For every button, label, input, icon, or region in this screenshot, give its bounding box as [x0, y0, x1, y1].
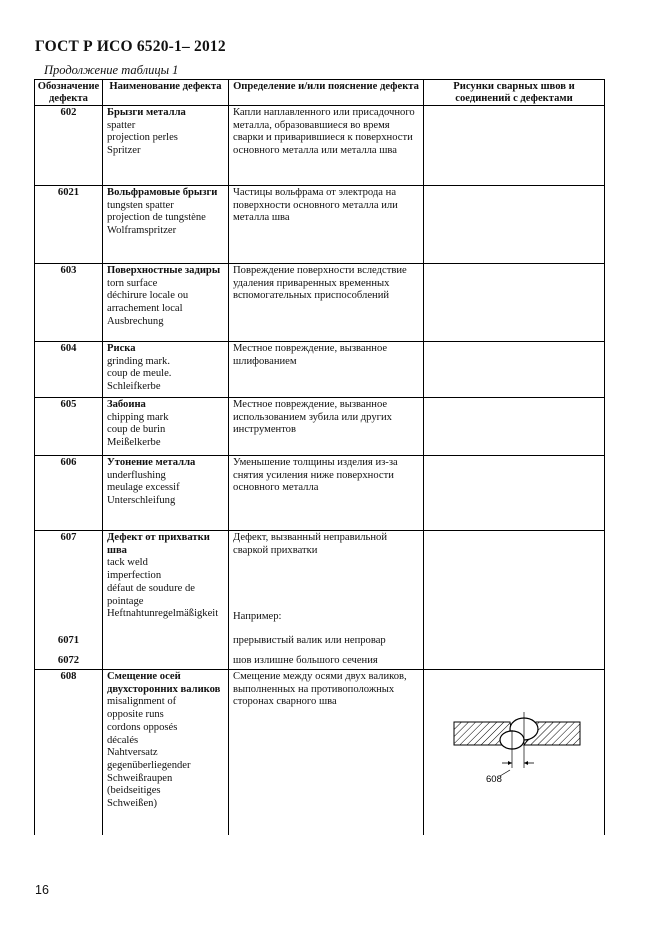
defect-translation: spatter [107, 119, 136, 131]
defect-translation: imperfection [107, 570, 162, 582]
defect-translation: coup de burin [107, 424, 166, 436]
sub-defect-code: 6071 [57, 635, 80, 646]
defect-name-cell [103, 456, 229, 531]
defect-translation: opposite runs [107, 709, 164, 721]
table-row [35, 264, 605, 342]
defect-code-cell [35, 531, 103, 670]
defect-name-cell [103, 186, 229, 264]
defect-definition: Местное повреждение, вызванное шлифованием [229, 342, 424, 398]
col-header-code: Обозначение дефекта [35, 80, 103, 106]
defect-code: 603 [35, 264, 103, 342]
defect-code: 605 [35, 398, 103, 456]
defect-figure-cell [424, 106, 605, 186]
defect-translation: torn surface [107, 277, 158, 289]
defect-translation: tungsten spatter [107, 199, 174, 211]
weld-misalignment-figure [452, 710, 622, 790]
defect-translation: Unterschleifung [107, 495, 176, 507]
defect-figure-cell [424, 670, 605, 835]
sub-defect-definition: шов излишне большого сечения [233, 655, 378, 666]
col-header-figure: Рисунки сварных швов и соединений с дефектами [424, 80, 605, 106]
defect-translation: chipping mark [107, 411, 169, 423]
defect-translation: underflushing [107, 469, 166, 481]
defect-definition: Местное повреждение, вызванное использованием зубила или других инструментов [229, 398, 424, 456]
defect-translation: Schleifkerbe [107, 381, 161, 393]
defect-definition: Частицы вольфрама от электрода на поверхности основного металла или металла шва [229, 186, 424, 264]
defect-definition: Капли наплавленного или присадочного металла, образовавшиеся во время сварки и приварившиеся к поверхности основного металла или металла шва [229, 106, 424, 186]
defect-translation: Wolframspritzer [107, 225, 177, 237]
defect-definition: Повреждение поверхности вследствие удаления приваренных временных вспомогательных приспособлений [229, 264, 424, 342]
table-row [35, 186, 605, 264]
page-number: 16 [35, 883, 49, 897]
defect-code: 6021 [35, 186, 103, 264]
table-row [35, 531, 605, 670]
defect-translation: tack weld [107, 557, 148, 569]
defect-name: Вольфрамовые брызги [107, 187, 218, 198]
defect-definition: Уменьшение толщины изделия из-за снятия усиления ниже поверхности основного металла [229, 456, 424, 531]
table-row [35, 398, 605, 456]
defect-name-cell [103, 531, 229, 670]
defect-figure-cell [424, 264, 605, 342]
defect-figure-cell [424, 342, 605, 398]
table-row [35, 456, 605, 531]
defect-translation: décalés [107, 734, 139, 746]
defect-translation: misalignment of [107, 696, 177, 708]
defect-code: 604 [35, 342, 103, 398]
sub-defect-definition: прерывистый валик или непровар [233, 635, 386, 646]
table-row [35, 106, 605, 186]
defect-translation: Schweißen) [107, 798, 158, 810]
defect-translation: cordons opposés [107, 721, 178, 733]
table-continuation-label: Продолжение таблицы 1 [44, 63, 179, 77]
defect-figure-cell [424, 186, 605, 264]
defect-code: 602 [35, 106, 103, 186]
defect-name-cell [103, 264, 229, 342]
example-label: Например: [233, 611, 282, 622]
defect-figure-cell [424, 531, 605, 670]
defect-translation: projection de tungstène [107, 212, 206, 224]
defect-definition-cell [229, 531, 424, 670]
defect-translation: défaut de soudure de pointage [107, 582, 195, 607]
defect-translation: gegenüberliegender [107, 759, 191, 771]
defect-translation: projection perles [107, 132, 178, 144]
defect-translation: Schweißraupen [107, 772, 173, 784]
defect-translation: Meißelkerbe [107, 437, 161, 449]
defect-name-cell [103, 398, 229, 456]
figure-label: 608 [486, 774, 502, 785]
defect-definition: Дефект, вызванный неправильной сваркой прихватки [233, 532, 387, 556]
defect-translation: Spritzer [107, 145, 141, 157]
defect-name: Дефект от прихватки шва [107, 532, 210, 556]
table-row [35, 670, 605, 835]
col-header-name: Наименование дефекта [103, 80, 229, 106]
defects-table [34, 79, 605, 835]
defect-name: Поверхностные задиры [107, 265, 221, 276]
table-row [35, 342, 605, 398]
defect-figure-cell [424, 456, 605, 531]
defect-translation: coup de meule. [107, 368, 172, 380]
defect-name: Смещение осей двухсторонних валиков [107, 671, 221, 695]
defect-definition: Смещение между осями двух валиков, выполненных на противоположных сторонах сварного шва [229, 670, 424, 835]
defect-translation: meulage excessif [107, 482, 180, 494]
defect-translation: Nahtversatz [107, 747, 158, 759]
sub-defect-code: 6072 [57, 655, 80, 666]
defect-code: 608 [35, 670, 103, 835]
defect-translation: Heftnahtunregelmäßigkeit [107, 608, 219, 620]
defect-name: Брызги металла [107, 107, 186, 118]
defect-name-cell [103, 342, 229, 398]
defect-name-cell [103, 670, 229, 835]
document-header: ГОСТ Р ИСО 6520-1– 2012 [35, 38, 226, 55]
defect-name: Утонение металла [107, 457, 196, 468]
defect-name: Забоина [107, 399, 146, 410]
defect-translation: déchirure locale ou arrachement local [107, 290, 189, 315]
defect-name: Риска [107, 343, 136, 354]
defect-translation: grinding mark. [107, 355, 170, 367]
defect-translation: Ausbrechung [107, 315, 164, 327]
defect-code: 606 [35, 456, 103, 531]
defect-translation: (beidseitiges [107, 785, 161, 797]
defect-name-cell [103, 106, 229, 186]
col-header-definition: Определение и/или пояснение дефекта [229, 80, 424, 106]
defect-figure-cell [424, 398, 605, 456]
defect-code: 607 [60, 532, 77, 543]
